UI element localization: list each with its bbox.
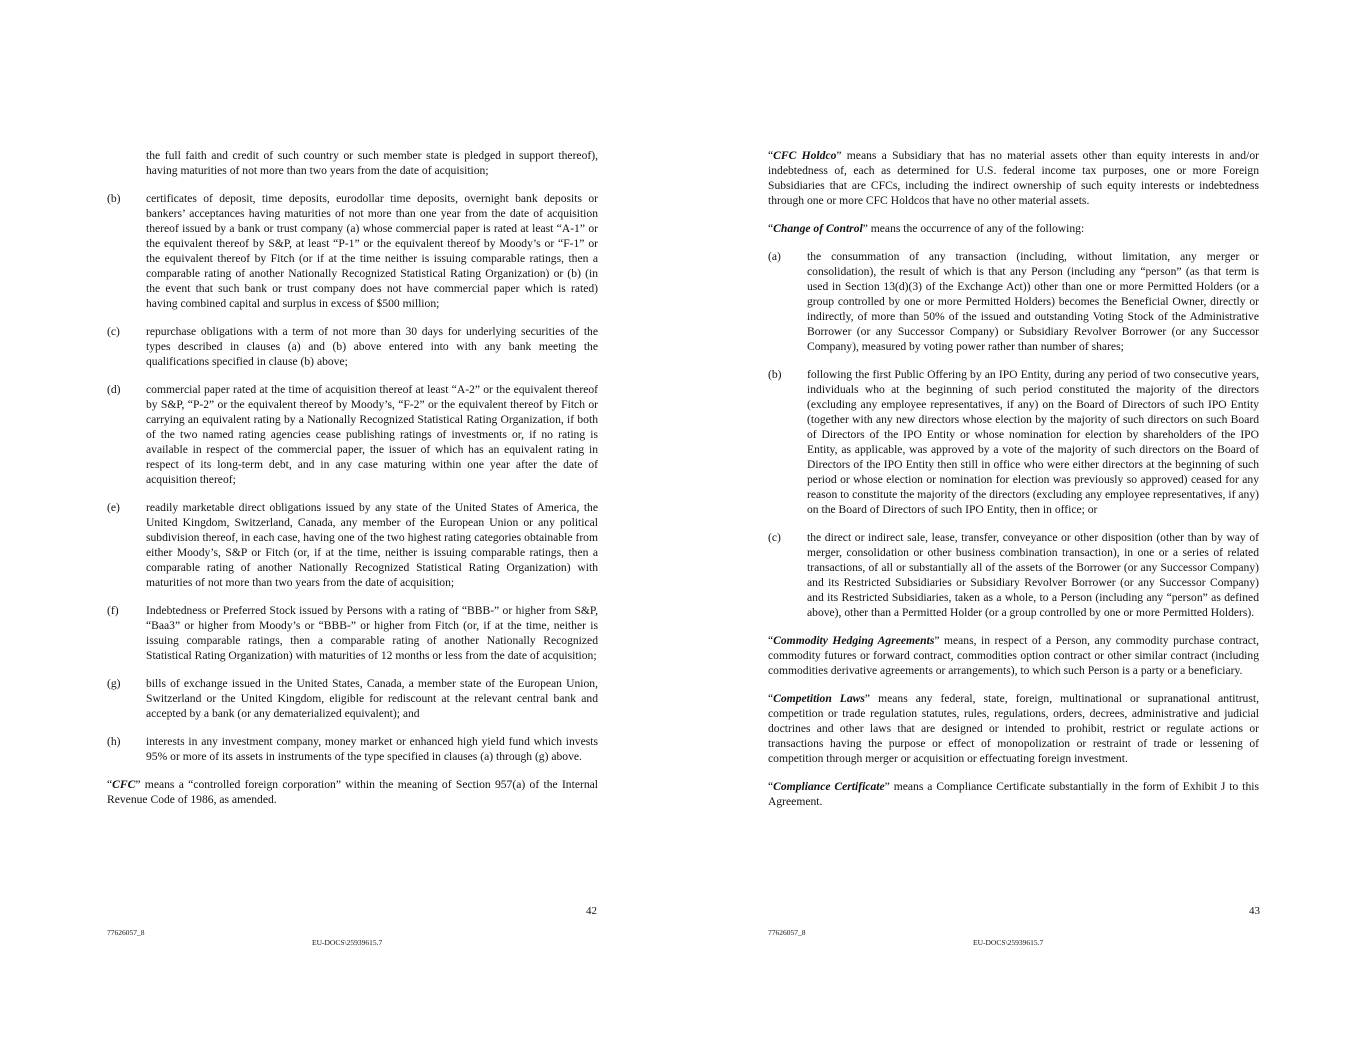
- item-label: (b): [768, 368, 782, 381]
- definition-text: ” means a “controlled foreign corporation” within the meaning of Section 957(a) of the Internal Revenue Code of 1986, as amended.: [107, 778, 598, 806]
- item-label: (a): [768, 250, 781, 263]
- quote-open: “: [768, 634, 774, 647]
- definition-commodity-hedging-agreements: [768, 633, 1259, 678]
- list-item-f: [107, 603, 598, 663]
- definition-cfc-holdco: [768, 148, 1259, 208]
- item-text: following the first Public Offering by an IPO Entity, during any period of two consecutive years, individuals who at the beginning of such period constituted the majority of the directors (excluding any employee representatives, if any) on the Board of Directors of such IPO Entity (together with any new directors whose election by the majority of such directors on such Board of Directors of the IPO Entity or whose nomination for election by shareholders of the IPO Entity, as applicable, was approved by a vote of the majority of such directors on the Board of Directors of the IPO Entity then still in office who were either directors at the beginning of such period or whose election or nomination for election was previously so approved) ceased for any reason to constitute the majority of the directors (excluding any employee representatives, if any) on the Board of Directors of such IPO Entity, then in office; or: [807, 368, 1259, 516]
- quote-open: “: [768, 780, 774, 793]
- defined-term: Change of Control: [773, 222, 863, 235]
- item-text: interests in any investment company, money market or enhanced high yield fund which invests 95% or more of its assets in instruments of the type specified in clauses (a) through (g) above.: [146, 735, 598, 763]
- definition-cfc: [107, 777, 598, 807]
- item-text: the consummation of any transaction (including, without limitation, any merger or consolidation), the result of which is that any Person (including any “person” (as that term is used in Section 13(d)(3) of the Exchange Act)) other than one or more Permitted Holders (or a group controlled by one or more Permitted Holders) becomes the Beneficial Owner, directly or indirectly, of more than 50% of the issued and outstanding Voting Stock of the Administrative Borrower (or any Successor Company) or Subsidiary Revolver Borrower (or any Successor Company), measured by voting power rather than number of shares;: [807, 250, 1259, 353]
- item-text: commercial paper rated at the time of acquisition thereof at least “A-2” or the equivalent thereof by S&P, “P-2” or the equivalent thereof by Moody’s, “F-2” or the equivalent thereof by Fitch or carrying an equivalent rating by a Nationally Recognized Statistical Rating Organization, if both of the two named rating agencies cease publishing ratings of investments or, if no rating is available in respect of the commercial paper, the issuer of which has an equivalent rating in respect of its long-term debt, and in any case maturing within one year after the date of acquisition thereof;: [146, 383, 598, 486]
- continuation-paragraph: the full faith and credit of such country or such member state is pledged in support thereof), having maturities of not more than two years from the date of acquisition;: [146, 149, 598, 177]
- item-label: (h): [107, 735, 121, 748]
- list-item-h: [107, 734, 598, 764]
- item-label: (c): [107, 325, 120, 338]
- list-item-b: [768, 367, 1259, 517]
- item-text: bills of exchange issued in the United States, Canada, a member state of the European Union, Switzerland or the United Kingdom, eligible for rediscount at the relevant central bank and accepted by a bank (or any dematerialized equivalent); and: [146, 677, 598, 720]
- list-item-c: [768, 530, 1259, 620]
- page-42-body: [107, 148, 598, 820]
- page-42: [0, 0, 682, 1055]
- page-number: 42: [586, 905, 597, 917]
- definition-text: ” means the occurrence of any of the following:: [862, 222, 1085, 235]
- definition-text: ” means any federal, state, foreign, multinational or supranational antitrust, competition or trade regulation statutes, rules, regulations, orders, decrees, administrative and judicial doctrines and other laws that are designed or intended to prohibit, restrict or regulate actions or transactions having the purpose or effect of monopolization or restraint of trade or lessening of competition through merger or acquisition or effectuating foreign investment.: [768, 692, 1259, 765]
- definition-text: ” means a Subsidiary that has no material assets other than equity interests in and/or indebtedness of, each as determined for U.S. federal income tax purposes, one or more Foreign Subsidiaries that are CFCs, including the indirect ownership of such equity interests or indebtedness through one or more CFC Holdcos that have no other material assets.: [768, 149, 1259, 207]
- defined-term: Competition Laws: [773, 692, 865, 705]
- item-label: (g): [107, 677, 121, 690]
- item-label: (f): [107, 604, 119, 617]
- doc-id-secondary: EU-DOCS\25939615.7: [973, 938, 1044, 947]
- page-43: [682, 0, 1365, 1055]
- defined-term: Commodity Hedging Agreements: [773, 634, 935, 647]
- doc-id-primary: 77626057_8: [107, 928, 145, 937]
- list-item-g: [107, 676, 598, 721]
- list-item-d: [107, 382, 598, 487]
- definition-text: ” means a Compliance Certificate substantially in the form of Exhibit J to this Agreement.: [768, 780, 1259, 808]
- definition-competition-laws: [768, 691, 1259, 766]
- list-item-c: [107, 324, 598, 369]
- quote-open: “: [768, 222, 774, 235]
- item-label: (e): [107, 501, 120, 514]
- page-number: 43: [1249, 905, 1260, 917]
- definition-change-of-control: [768, 221, 1259, 236]
- item-text: readily marketable direct obligations issued by any state of the United States of America, the United Kingdom, Switzerland, Canada, any member of the European Union or any political subdivision thereof, in each case, having one of the two highest rating categories obtainable from either Moody’s, S&P or Fitch (or, if at the time, neither is issuing comparable ratings, then a comparable rating of another Nationally Recognized Statistical Rating Organization) with maturities of not more than two years from the date of acquisition;: [146, 501, 598, 589]
- doc-id-secondary: EU-DOCS\25939615.7: [312, 938, 383, 947]
- item-text: Indebtedness or Preferred Stock issued by Persons with a rating of “BBB-” or higher from S&P, “Baa3” or higher from Moody’s or “BBB-” or higher from Fitch (or, if at the time, neither is issuing comparable ratings, then a comparable rating of another Nationally Recognized Statistical Rating Organization) with maturities of 12 months or less from the date of acquisition;: [146, 604, 598, 662]
- list-item-a: [768, 249, 1259, 354]
- doc-id-primary: 77626057_8: [768, 928, 806, 937]
- item-text: the direct or indirect sale, lease, transfer, conveyance or other disposition (other than by way of merger, consolidation or other business combination transaction), in one or a series of related transactions, of all or substantially all of the assets of the Borrower (or any Successor Company) and its Restricted Subsidiaries or Subsidiary Revolver Borrower (or any Successor Company) and its Restricted Subsidiaries, taken as a whole, to a Person (including any “person” as defined above), other than a Permitted Holder (or a group controlled by one or more Permitted Holders).: [807, 531, 1259, 619]
- definition-compliance-certificate: [768, 779, 1259, 809]
- page-43-body: [768, 148, 1259, 822]
- defined-term: CFC Holdco: [773, 149, 837, 162]
- defined-term: Compliance Certificate: [773, 780, 885, 793]
- item-label: (b): [107, 192, 121, 205]
- item-text: certificates of deposit, time deposits, eurodollar time deposits, overnight bank deposits or bankers’ acceptances having maturities of not more than one year from the date of acquisition thereof issued by a bank or trust company (a) whose commercial paper is rated at least “A-1” or the equivalent thereof by S&P, at least “P-1” or the equivalent thereof by Moody’s or “F-1” or the equivalent thereof by Fitch (or if at the time neither is issuing comparable ratings, then a comparable rating of another Nationally Recognized Statistical Rating Organization) or (b) (in the event that such bank or trust company does not have commercial paper which is rated) having combined capital and surplus in excess of $500 million;: [146, 192, 598, 310]
- quote-open: “: [768, 692, 774, 705]
- item-text: repurchase obligations with a term of not more than 30 days for underlying securities of the types described in clauses (a) and (b) above entered into with any bank meeting the qualifications specified in clause (b) above;: [146, 325, 598, 368]
- item-label: (c): [768, 531, 781, 544]
- definition-text: ” means, in respect of a Person, any commodity purchase contract, commodity futures or forward contract, commodities option contract or other similar contract (including commodities derivative agreements or arrangements), to which such Person is a party or a beneficiary.: [768, 634, 1259, 677]
- defined-term: CFC: [112, 778, 136, 791]
- list-item-e: [107, 500, 598, 590]
- item-label: (d): [107, 383, 121, 396]
- quote-open: “: [107, 778, 113, 791]
- list-item-b: [107, 191, 598, 311]
- quote-open: “: [768, 149, 774, 162]
